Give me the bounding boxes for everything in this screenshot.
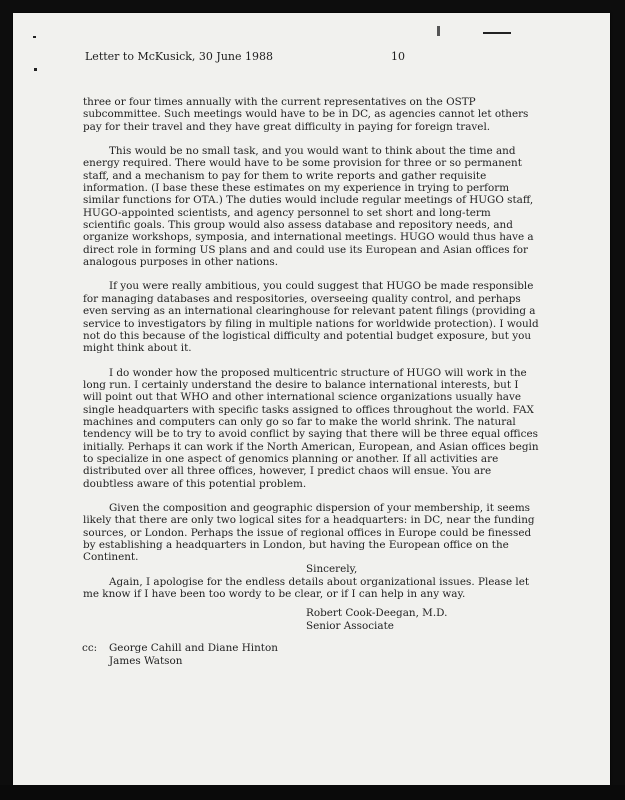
scan-mark bbox=[33, 36, 36, 38]
signature-block bbox=[306, 607, 447, 632]
scan-mark bbox=[437, 26, 440, 36]
scan-mark bbox=[483, 32, 511, 34]
signer-position: Senior Associate bbox=[306, 619, 394, 632]
header-title: Letter to McKusick, 30 June 1988 bbox=[85, 50, 273, 63]
letter-header bbox=[85, 50, 525, 63]
paragraph: If you were really ambitious, you could suggest that HUGO be made responsible for managing databases and respositories, overseeing quality control, and perhaps even serving as an international clearinghouse for relevant patent filings (providing a service to investigators by filing in multiple nations for worldwide protection). I would not do this because of the logistical difficulty and potential budget exposure, but you might think about it. bbox=[83, 280, 539, 355]
letter-body bbox=[83, 96, 539, 612]
signer-name: Robert Cook-Deegan, M.D. bbox=[306, 607, 448, 619]
cc-label: cc: bbox=[82, 642, 98, 654]
cc-recipient: George Cahill and Diane Hinton bbox=[109, 642, 278, 654]
paragraph: This would be no small task, and you would want to think about the time and energy required. There would have to be some provision for three or so permanent staff, and a mechanism to pay for them to write reports and gather requisite information. (I base these these estimates on my experience in trying to perform similar functions for OTA.) The duties would include regular meetings of HUGO staff, HUGO-appointed scientists, and agency personnel to set short and long-term scientific goals. This group would also assess database and repository needs, and organize workshops, symposia, and international meetings. HUGO would thus have a direct role in forming US plans and and could use its European and Asian offices for analogous purposes in other nations. bbox=[83, 145, 534, 269]
salutation: Sincerely, bbox=[306, 563, 358, 575]
scan-mark bbox=[34, 68, 37, 71]
paragraph: Given the composition and geographic dispersion of your membership, it seems likely that there are only two logical sites for a headquarters: in DC, near the funding sources, or London. Perhaps the issue of regional offices in Europe could be finessed by establishing a headquarters in London, but having the European office on the Continent. bbox=[83, 501, 535, 564]
cc-block bbox=[82, 642, 278, 667]
cc-recipients bbox=[109, 642, 278, 667]
paragraph: Again, I apologise for the endless details about organizational issues. Please let me know if I have been too wordy to be clear, or if I can help in any way. bbox=[83, 575, 530, 601]
scan-background bbox=[0, 785, 625, 800]
paragraph: three or four times annually with the current representatives on the OSTP subcommittee. Such meetings would have to be in DC, as agencies cannot let others pay for their travel and they have great difficulty in paying for foreign travel. bbox=[83, 96, 529, 133]
cc-recipient: James Watson bbox=[109, 654, 183, 667]
page-number: 10 bbox=[391, 50, 405, 63]
paragraph: I do wonder how the proposed multicentric structure of HUGO will work in the long run. I certainly understand the desire to balance international interests, but I will point out that WHO and other international science organizations usually have single headquarters with specific tasks assigned to offices throughout the world. FAX machines and computers can only go so far to make the world shrink. The natural tendency will be to try to avoid conflict by saying that there will be three equal offices initially. Perhaps it can work if the North American, European, and Asian offices begin to specialize in one aspect of genomics planning or another. If all activities are distributed over all three offices, however, I predict chaos will ensue. You are doubtless aware of this potential problem. bbox=[83, 366, 539, 490]
